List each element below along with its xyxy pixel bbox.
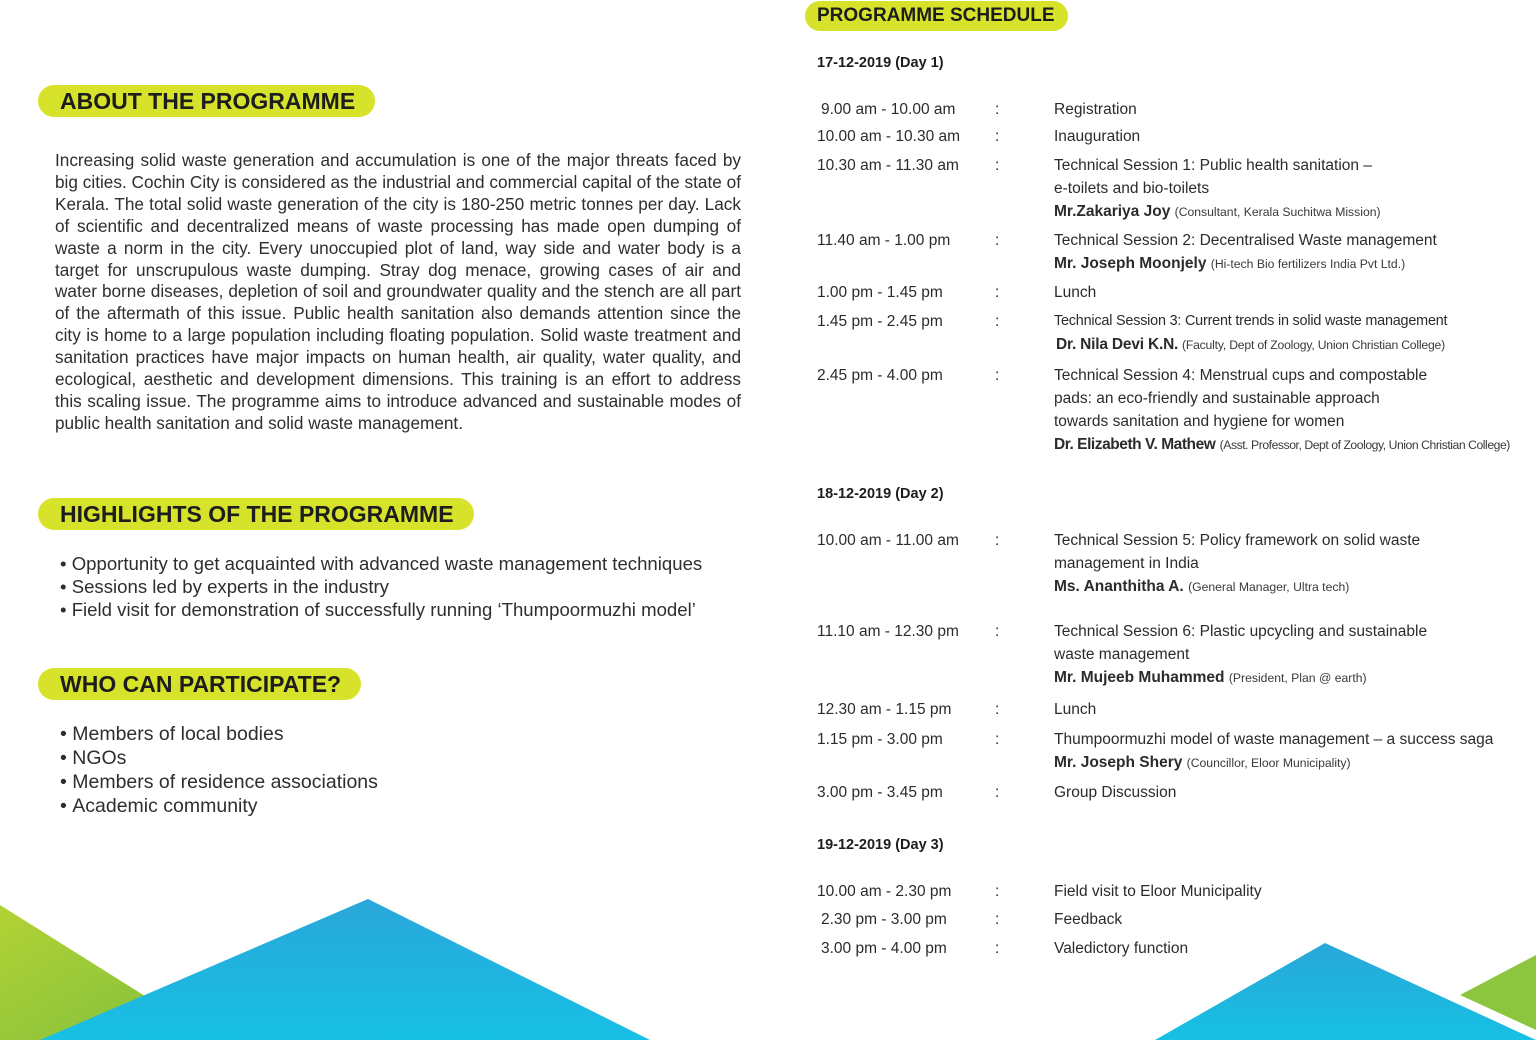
- time-separator: :: [995, 313, 1000, 330]
- session-title-line: Registration: [1054, 101, 1137, 118]
- time-separator: :: [995, 128, 1000, 145]
- participants-heading: WHO CAN PARTICIPATE?: [38, 668, 361, 700]
- time-separator: :: [995, 623, 1000, 640]
- list-item: • Members of local bodies: [60, 722, 378, 746]
- time-separator: :: [995, 532, 1000, 549]
- session-details: [1054, 529, 1420, 599]
- list-item: • Sessions led by experts in the industry: [60, 575, 702, 598]
- speaker-name: Dr. Elizabeth V. Mathew: [1054, 436, 1216, 453]
- speaker-affiliation: (Asst. Professor, Dept of Zoology, Union Christian College): [1219, 438, 1510, 452]
- session-time: 10.30 am - 11.30 am: [817, 157, 959, 174]
- speaker-name: Ms. Ananthitha A.: [1054, 578, 1184, 595]
- session-title-line: Technical Session 2: Decentralised Waste management: [1054, 232, 1437, 249]
- time-separator: :: [995, 784, 1000, 801]
- speaker-line: [1054, 575, 1420, 599]
- speaker-line: [1054, 433, 1510, 457]
- speaker-line: [1054, 666, 1427, 690]
- highlights-heading: HIGHLIGHTS OF THE PROGRAMME: [38, 498, 474, 530]
- session-details: [1054, 880, 1262, 903]
- time-separator: :: [995, 940, 1000, 957]
- list-item: • Members of residence associations: [60, 770, 378, 794]
- session-time: 10.00 am - 10.30 am: [817, 128, 961, 145]
- session-details: [1054, 364, 1510, 457]
- session-time: 1.45 pm - 2.45 pm: [817, 313, 943, 330]
- session-details: [1054, 98, 1137, 121]
- session-details: [1054, 620, 1427, 690]
- time-separator: :: [995, 232, 1000, 249]
- list-item: • Field visit for demonstration of successfully running ‘Thumpoormuzhi model’: [60, 598, 702, 621]
- session-time: 1.00 pm - 1.45 pm: [817, 284, 943, 301]
- session-details: [1054, 728, 1493, 775]
- about-text: Increasing solid waste generation and accumulation is one of the major threats faced by big cities. Cochin City is considered as the industrial and commercial capital of the state of Kerala. The total solid waste generation of the city is 180-250 metric tonnes per day. Lack of scientific and decentralized means of waste processing has made open dumping of waste a norm in the city. Every unoccupied plot of land, way side and water body is a target for unscrupulous waste dumping. Stray dog menace, growing cases of air and water borne diseases, depletion of soil and groundwater quality and the stench are all part of the aftermath of this issue. Public health sanitation also demands attention since the city is home to a large population including floating population. Solid waste treatment and sanitation practices have major impacts on human health, air quality, water quality, and ecological, aesthetic and development dimensions. This training is an effort to address this scaling issue. The programme aims to introduce advanced and sustainable modes of public health sanitation and solid waste management.: [55, 150, 741, 433]
- session-title-line: Valedictory function: [1054, 940, 1189, 957]
- speaker-name: Dr. Nila Devi K.N.: [1056, 336, 1179, 353]
- session-details: [1054, 310, 1447, 357]
- speaker-affiliation: (Councillor, Eloor Municipality): [1186, 756, 1351, 770]
- session-time: 10.00 am - 11.00 am: [817, 532, 959, 549]
- day-date: 18-12-2019 (Day 2): [817, 486, 944, 502]
- speaker-name: Mr.Zakariya Joy: [1054, 203, 1171, 220]
- session-time: 2.30 pm - 3.00 pm: [821, 911, 947, 928]
- session-title-line: towards sanitation and hygiene for women: [1054, 413, 1345, 430]
- session-title-line: Technical Session 4: Menstrual cups and compostable: [1054, 367, 1428, 384]
- speaker-line: [1056, 333, 1447, 357]
- speaker-name: Mr. Joseph Shery: [1054, 754, 1183, 771]
- time-separator: :: [995, 367, 1000, 384]
- session-title-line: Technical Session 5: Policy framework on solid waste: [1054, 532, 1421, 549]
- session-time: 9.00 am - 10.00 am: [821, 101, 956, 118]
- speaker-name: Mr. Joseph Moonjely: [1054, 255, 1207, 272]
- session-details: [1054, 937, 1188, 960]
- speaker-affiliation: (Hi-tech Bio fertilizers India Pvt Ltd.): [1210, 257, 1406, 271]
- session-time: 11.40 am - 1.00 pm: [817, 232, 951, 249]
- speaker-affiliation: (President, Plan @ earth): [1228, 671, 1367, 685]
- list-item: • Academic community: [60, 794, 378, 818]
- session-title-line: e-toilets and bio-toilets: [1054, 180, 1210, 197]
- session-time: 2.45 pm - 4.00 pm: [817, 367, 943, 384]
- time-separator: :: [995, 101, 1000, 118]
- session-time: 3.00 pm - 4.00 pm: [821, 940, 947, 957]
- session-time: 12.30 am - 1.15 pm: [817, 701, 952, 718]
- speaker-affiliation: (Faculty, Dept of Zoology, Union Christian College): [1181, 338, 1445, 352]
- speaker-line: [1054, 751, 1493, 775]
- session-details: [1054, 698, 1096, 721]
- list-item: • Opportunity to get acquainted with advanced waste management techniques: [60, 552, 702, 575]
- session-time: 3.00 pm - 3.45 pm: [817, 784, 943, 801]
- speaker-line: [1054, 252, 1437, 276]
- session-details: [1054, 125, 1140, 148]
- schedule-heading: PROGRAMME SCHEDULE: [805, 1, 1068, 31]
- day-date: 17-12-2019 (Day 1): [817, 55, 944, 71]
- session-details: [1054, 281, 1096, 304]
- session-title-line: Group Discussion: [1054, 784, 1177, 801]
- session-title-line: waste management: [1054, 646, 1190, 663]
- time-separator: :: [995, 731, 1000, 748]
- session-details: [1054, 908, 1122, 931]
- session-title-line: Lunch: [1054, 701, 1097, 718]
- list-item: • NGOs: [60, 746, 378, 770]
- time-separator: :: [995, 911, 1000, 928]
- speaker-affiliation: (Consultant, Kerala Suchitwa Mission): [1174, 205, 1381, 219]
- session-details: [1054, 781, 1176, 804]
- session-title-line: Field visit to Eloor Municipality: [1054, 883, 1262, 900]
- session-time: 10.00 am - 2.30 pm: [817, 883, 952, 900]
- about-heading: ABOUT THE PROGRAMME: [38, 85, 375, 117]
- day-date: 19-12-2019 (Day 3): [817, 837, 944, 853]
- session-title-line: Feedback: [1054, 911, 1123, 928]
- time-separator: :: [995, 157, 1000, 174]
- speaker-line: [1054, 200, 1381, 224]
- session-details: [1054, 229, 1437, 276]
- session-title-line: management in India: [1054, 555, 1199, 572]
- session-title-line: Lunch: [1054, 284, 1097, 301]
- session-title-line: Technical Session 6: Plastic upcycling and sustainable: [1054, 623, 1428, 640]
- time-separator: :: [995, 883, 1000, 900]
- time-separator: :: [995, 284, 1000, 301]
- session-title-line: Inauguration: [1054, 128, 1141, 145]
- time-separator: :: [995, 701, 1000, 718]
- session-time: 11.10 am - 12.30 pm: [817, 623, 959, 640]
- session-title-line: pads: an eco-friendly and sustainable approach: [1054, 390, 1380, 407]
- session-time: 1.15 pm - 3.00 pm: [817, 731, 943, 748]
- speaker-name: Mr. Mujeeb Muhammed: [1054, 669, 1225, 686]
- session-details: [1054, 154, 1381, 224]
- session-title-line: Thumpoormuzhi model of waste management – a success saga: [1054, 731, 1494, 748]
- session-title-line: Technical Session 1: Public health sanitation –: [1054, 157, 1372, 174]
- speaker-affiliation: (General Manager, Ultra tech): [1188, 580, 1350, 594]
- session-title-line: Technical Session 3: Current trends in solid waste management: [1054, 313, 1448, 329]
